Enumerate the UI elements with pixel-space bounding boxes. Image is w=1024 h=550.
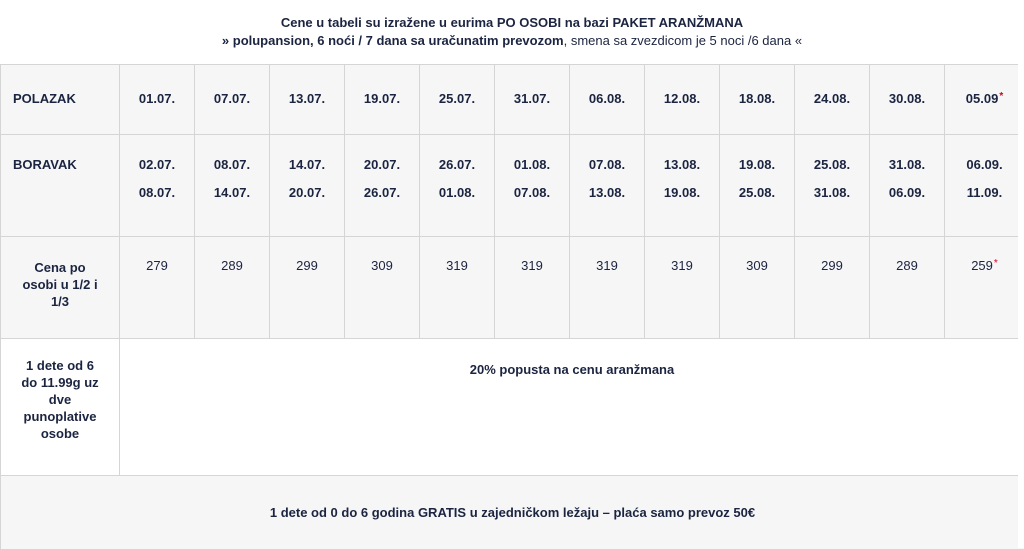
stay-from: 25.08.: [795, 157, 869, 172]
stay-from: 01.08.: [495, 157, 569, 172]
stay-label: BORAVAK: [1, 135, 120, 237]
stay-to: 13.08.: [570, 185, 644, 200]
departure-date: 31.07.: [495, 65, 570, 135]
stay-cell: [570, 135, 645, 237]
stay-to: 14.07.: [195, 185, 269, 200]
stay-cell: [720, 135, 795, 237]
price-value: 289: [195, 237, 270, 339]
stay-to: 31.08.: [795, 185, 869, 200]
stay-to: 11.09.: [945, 185, 1024, 200]
price-value: 259: [971, 258, 993, 273]
departure-date: 25.07.: [420, 65, 495, 135]
heading-part: Cene u tabeli su izražene u eurima: [281, 15, 497, 30]
free-child-note: 1 dete od 0 do 6 godina GRATIS u zajedničkom ležaju – plaća samo prevoz 50€: [1, 476, 1024, 550]
stay-from: 07.08.: [570, 157, 644, 172]
departure-date: 06.08.: [570, 65, 645, 135]
stay-to: 08.07.: [120, 185, 194, 200]
departure-date: 01.07.: [120, 65, 195, 135]
child-label: [1, 339, 120, 476]
departure-label: POLAZAK: [1, 65, 120, 135]
stay-from: 02.07.: [120, 157, 194, 172]
stay-from: 26.07.: [420, 157, 494, 172]
stay-from: 08.07.: [195, 157, 269, 172]
heading-part: PAKET ARANŽMANA: [612, 15, 743, 30]
price-value: 309: [720, 237, 795, 339]
stay-to: 07.08.: [495, 185, 569, 200]
stay-cell: [795, 135, 870, 237]
child-label-line: osobe: [1, 425, 119, 442]
stay-to: 20.07.: [270, 185, 344, 200]
star-marker: *: [999, 91, 1003, 102]
child-label-line: dve: [1, 391, 119, 408]
stay-from: 14.07.: [270, 157, 344, 172]
free-child-row: [1, 476, 1024, 550]
price-row: [1, 237, 1024, 339]
price-value: 289: [870, 237, 945, 339]
price-value: 299: [270, 237, 345, 339]
price-label-line: osobi u 1/2 i: [1, 276, 119, 293]
price-value: 309: [345, 237, 420, 339]
stay-to: 01.08.: [420, 185, 494, 200]
stay-from: 19.08.: [720, 157, 794, 172]
stay-cell: [870, 135, 945, 237]
stay-cell: [120, 135, 195, 237]
table-heading: [0, 14, 1024, 50]
stay-cell: [195, 135, 270, 237]
stay-row: [1, 135, 1024, 237]
price-label-line: 1/3: [1, 293, 119, 310]
stay-to: 25.08.: [720, 185, 794, 200]
child-label-line: do 11.99g uz: [1, 374, 119, 391]
child-label-line: punoplative: [1, 408, 119, 425]
star-marker: *: [994, 258, 998, 269]
departure-date: 30.08.: [870, 65, 945, 135]
departure-date: 07.07.: [195, 65, 270, 135]
heading-part: , smena sa zvezdicom je 5 noci /6 dana «: [564, 33, 802, 48]
stay-from: 31.08.: [870, 157, 944, 172]
departure-date: 18.08.: [720, 65, 795, 135]
departure-date: 12.08.: [645, 65, 720, 135]
price-value: 299: [795, 237, 870, 339]
stay-cell: [495, 135, 570, 237]
departure-date-cell: [945, 65, 1024, 135]
price-value: 319: [495, 237, 570, 339]
stay-from: 06.09.: [945, 157, 1024, 172]
departure-row: [1, 65, 1024, 135]
stay-from: 20.07.: [345, 157, 419, 172]
departure-date: 24.08.: [795, 65, 870, 135]
price-value: 319: [570, 237, 645, 339]
price-value: 319: [420, 237, 495, 339]
stay-cell: [420, 135, 495, 237]
stay-cell: [270, 135, 345, 237]
heading-part: » polupansion, 6 noći / 7 dana sa uračunatim prevozom: [222, 33, 564, 48]
heading-line-1: [0, 14, 1024, 32]
stay-to: 06.09.: [870, 185, 944, 200]
departure-date: 19.07.: [345, 65, 420, 135]
heading-part: na bazi: [561, 15, 612, 30]
stay-to: 19.08.: [645, 185, 719, 200]
child-discount-note: 20% popusta na cenu aranžmana: [120, 339, 1024, 476]
price-value: 319: [645, 237, 720, 339]
stay-to: 26.07.: [345, 185, 419, 200]
child-discount-row: [1, 339, 1024, 476]
stay-cell: [345, 135, 420, 237]
departure-date: 05.09: [966, 91, 999, 106]
child-label-line: 1 dete od 6: [1, 357, 119, 374]
stay-cell: [645, 135, 720, 237]
price-table: [0, 64, 1024, 550]
stay-from: 13.08.: [645, 157, 719, 172]
heading-part: PO OSOBI: [497, 15, 561, 30]
price-label: [1, 237, 120, 339]
departure-date: 13.07.: [270, 65, 345, 135]
heading-line-2: [0, 32, 1024, 50]
price-label-line: Cena po: [1, 259, 119, 276]
page-edge: [1018, 0, 1024, 548]
stay-cell: [945, 135, 1024, 237]
price-value-cell: [945, 237, 1024, 339]
price-value: 279: [120, 237, 195, 339]
